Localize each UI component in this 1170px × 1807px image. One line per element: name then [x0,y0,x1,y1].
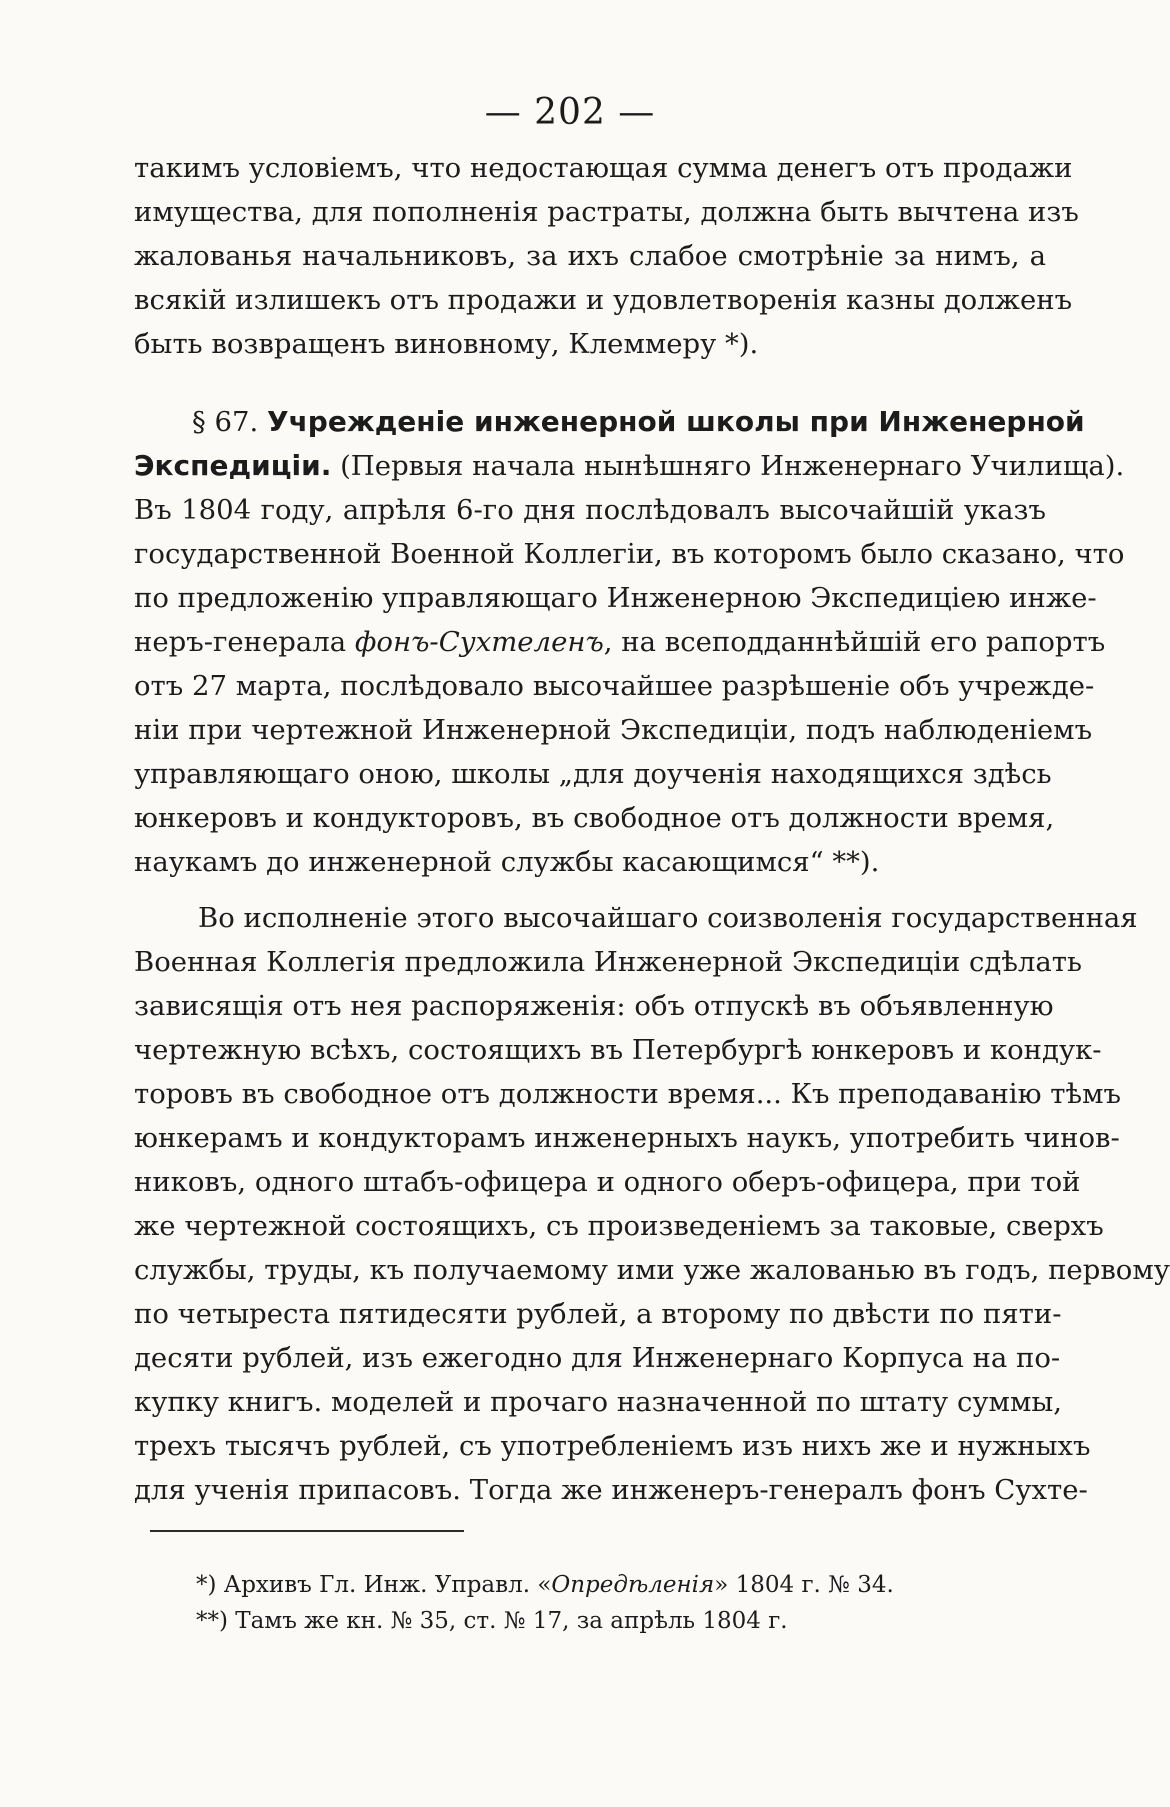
text-line: десяти рублей, изъ ежегодно для Инженернаго Корпуса на по- [134,1342,1061,1374]
text-fragment: , на всеподданнѣйшій его рапортъ [603,626,1106,658]
footnote-text: *) Архивъ Гл. Инж. Управл. « [196,1572,552,1598]
text-line: для ученія припасовъ. Тогда же инженеръ-генералъ фонъ Сухте- [134,1474,1088,1506]
text-line: зависящія отъ нея распоряженія: объ отпускѣ въ объявленную [134,990,1054,1022]
text-line: юнкеровъ и кондукторовъ, въ свободное отъ должности время, [134,802,1055,834]
text-line: государственной Военной Коллегіи, въ которомъ было сказано, что [134,538,1125,570]
text-line: Въ 1804 году, апрѣля 6-го дня послѣдовалъ высочайшій указъ [134,494,1046,526]
text-line: чертежную всѣхъ, состоящихъ въ Петербургѣ юнкеровъ и кондук- [134,1034,1102,1066]
text-line: юнкерамъ и кондукторамъ инженерныхъ наукъ, употребить чинов- [134,1122,1120,1154]
section-title: Учрежденіе инженерной школы при Инженерной [266,405,1085,438]
footnote-2: **) Тамъ же кн. № 35, ст. № 17, за апрѣль 1804 г. [196,1608,788,1634]
footnote-1 [196,1568,894,1602]
footnote-italic: Опредѣленія [551,1572,715,1598]
text-line: по четыреста пятидесяти рублей, а второму по двѣсти по пяти- [134,1298,1062,1330]
text-line: имущества, для пополненія растраты, должна быть вычтена изъ [134,196,1079,228]
page-number: — 202 — [484,92,656,133]
text-line: же чертежной состоящихъ, съ произведеніемъ за таковые, сверхъ [134,1210,1104,1242]
text-line: Во исполненіе этого высочайшаго соизволенія государственная [198,902,1138,934]
text-line: такимъ условіемъ, что недостающая сумма денегъ отъ продажи [134,152,1073,184]
text-fragment: неръ-генерала [134,626,355,658]
text-line: купку книгъ. моделей и прочаго назначенной по штату суммы, [134,1386,1062,1418]
name-italic: фонъ-Сухтеленъ [354,626,604,658]
text-line: Военная Коллегія предложила Инженерной Экспедиціи сдѣлать [134,946,1082,978]
text-line: быть возвращенъ виновному, Клеммеру *). [134,328,759,360]
text-line: управляющаго оною, школы „для доученія находящихся здѣсь [134,758,1052,790]
text-line: никовъ, одного штабъ-офицера и одного оберъ-офицера, при той [134,1166,1081,1198]
section-number: § 67. [192,406,259,438]
text-line [134,620,1106,664]
text-line: жалованья начальниковъ, за ихъ слабое смотрѣніе за нимъ, а [134,240,1046,272]
text-line: службы, труды, къ получаемому ими уже жалованью въ годъ, первому [134,1254,1170,1286]
section-heading-line-2 [134,444,1125,488]
section-title-continued: Экспедиціи. [134,449,332,482]
text-line: трехъ тысячъ рублей, съ употребленіемъ изъ нихъ же и нужныхъ [134,1430,1091,1462]
text-line: торовъ въ свободное отъ должности время... Къ преподаванію тѣмъ [134,1078,1121,1110]
text-line: наукамъ до инженерной службы касающимся“ **). [134,846,880,878]
footnote-divider [150,1530,464,1532]
section-subtitle: (Первыя начала нынѣшняго Инженернаго Училища). [340,450,1125,482]
text-line: ніи при чертежной Инженерной Экспедиціи, подъ наблюденіемъ [134,714,1093,746]
footnote-text: » 1804 г. № 34. [714,1572,894,1598]
text-line: отъ 27 марта, послѣдовало высочайшее разрѣшеніе объ учрежде- [134,670,1095,702]
text-line: по предложенію управляющаго Инженерною Экспедиціею инже- [134,582,1097,614]
text-line: всякій излишекъ отъ продажи и удовлетворенія казны долженъ [134,284,1073,316]
section-heading [192,400,1085,444]
